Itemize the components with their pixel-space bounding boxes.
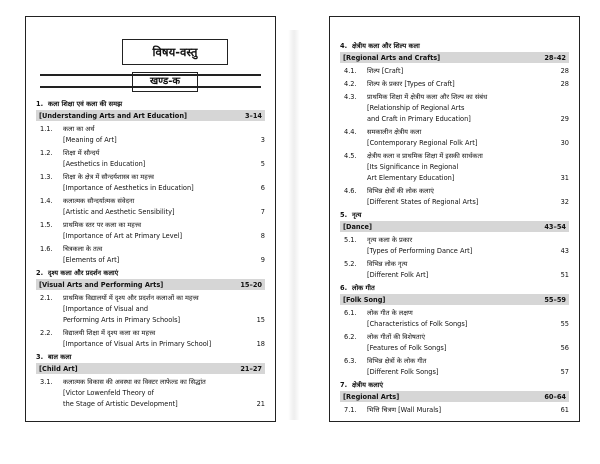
item-title-english: [Importance of Art at Primary Level] [63,232,183,240]
chapter-title-english [343,222,566,232]
item-title-english: [Aesthetics in Education] [63,160,146,168]
item-title-english: [Different Folk Songs] [367,368,439,376]
chapter-heading [36,99,265,109]
chapter-number: 6. [340,284,348,292]
chapter-title-hindi: क्षेत्रीय कला और शिल्प कला [352,42,420,50]
chapter-title-english [39,111,262,121]
item-title-english: [Characteristics of Folk Songs] [367,320,468,328]
item-number: 6.3. [344,357,357,365]
item-page: 31 [560,174,569,182]
toc-item-english [340,173,569,183]
item-page: 51 [560,271,569,279]
chapter-number: 2. [36,269,44,277]
chapter-page-range: 28–42 [544,54,566,62]
item-number: 1.1. [40,125,53,133]
toc-item [340,127,569,137]
chapter-english-title: [Folk Song] [343,296,386,304]
item-page: 29 [560,115,569,123]
item-number: 5.1. [344,236,357,244]
item-title-english: [Importance of Aesthetics in Education] [63,184,194,192]
item-number: 3.1. [40,378,53,386]
toc-item-english [340,343,569,353]
toc-item-english [340,319,569,329]
chapter-number: 5. [340,211,348,219]
toc-item-english [36,159,265,169]
right-page [329,16,580,422]
item-number: 2.1. [40,294,53,302]
item-title-hindi: विभिन्न क्षेत्रों की लोक कलाएं [367,187,434,195]
toc-item [36,244,265,254]
chapter-heading [36,268,265,278]
item-title-hindi: कला का अर्थ [63,125,95,133]
toc-item-english [36,231,265,241]
toc-item [340,405,569,415]
chapter-title-english [39,364,262,374]
toc-item-english [36,399,265,409]
chapter-number: 1. [36,100,44,108]
chapter-page-range: 15–20 [240,281,262,289]
chapter-number: 7. [340,381,348,389]
chapter-number: 3. [36,353,44,361]
toc-item-english [36,388,265,398]
contents-title: विषय-वस्तु [122,39,228,65]
item-title-hindi: शिक्षा में सौन्दर्य [63,149,100,157]
left-page [25,16,276,422]
item-page: 28 [560,67,569,75]
toc-item [36,196,265,206]
chapter-title-hindi: नृत्य [352,211,362,219]
chapter-title-hindi: दृश्य कला और प्रदर्शन कलाएं [48,269,119,277]
toc-item [36,328,265,338]
item-number: 4.6. [344,187,357,195]
item-title-hindi: भित्ति चित्रण [Wall Murals] [367,406,442,414]
item-title-english: [Relationship of Regional Arts [367,104,465,112]
toc-item [340,332,569,342]
chapter-title-hindi: बाल कला [48,353,72,361]
chapter-heading [340,41,569,51]
item-title-hindi: शिल्प [Craft] [367,67,404,75]
item-number: 4.5. [344,152,357,160]
item-page: 9 [260,256,265,264]
toc-item-english [340,114,569,124]
item-number: 1.4. [40,197,53,205]
item-page: 18 [256,340,265,348]
item-page: 55 [560,320,569,328]
chapter-title-hindi: क्षेत्रीय कलाएं [352,381,384,389]
chapter-english-title: [Visual Arts and Performing Arts] [39,281,164,289]
item-title-english: [Its Significance in Regional [367,163,459,171]
toc-item [340,308,569,318]
toc-item-english [36,339,265,349]
item-page: 28 [560,80,569,88]
item-title-english: [Features of Folk Songs] [367,344,447,352]
item-title-hindi: प्राथमिक विद्यालयों में दृश्य और प्रदर्शन कलाओं का महत्त्व [63,294,199,302]
item-page: 30 [560,139,569,147]
item-number: 5.2. [344,260,357,268]
toc-item [36,293,265,303]
toc-item-english [36,315,265,325]
item-title-hindi: नृत्य कला के प्रकार [367,236,413,244]
chapter-title-hindi: लोक गीत [352,284,375,292]
toc-item [340,92,569,102]
chapter-number: 4. [340,42,348,50]
item-page: 15 [256,316,265,324]
toc-item [36,172,265,182]
item-title-hindi: विद्यालयी शिक्षा में दृश्य कला का महत्त्व [63,329,156,337]
item-page: 6 [260,184,265,192]
chapter-english-title: [Dance] [343,223,373,231]
item-title-hindi: कलात्मक विकास की अवस्था का विक्टर लाफेल्ड का सिद्धांत [63,378,206,386]
item-title-english: [Artistic and Aesthetic Sensibility] [63,208,175,216]
toc-item-english [340,367,569,377]
item-number: 4.3. [344,93,357,101]
toc-item [340,186,569,196]
item-title-hindi: प्राथमिक शिक्षा में क्षेत्रीय कला और शिल्प का संबंध [367,93,488,101]
chapter-heading [340,283,569,293]
item-number: 1.3. [40,173,53,181]
item-number: 1.5. [40,221,53,229]
item-title-hindi: लोक गीत के लक्षण [367,309,413,317]
item-title-hindi: कलात्मक सौन्दर्यात्मक संवेदना [63,197,135,205]
item-page: 21 [256,400,265,408]
chapter-title-hindi: कला शिक्षा एवं कला की समझ [48,100,123,108]
chapter-heading [340,380,569,390]
chapter-title-english [39,280,262,290]
section-label: खण्ड-क [132,72,198,92]
item-title-hindi: प्राथमिक स्तर पर कला का महत्त्व [63,221,141,229]
toc-item-english [340,246,569,256]
toc-item-english [36,304,265,314]
toc-item [36,220,265,230]
item-title-english: [Different Folk Art] [367,271,429,279]
item-title-hindi: विभिन्न क्षेत्रों के लोक गीत [367,357,427,365]
item-title-english: [Importance of Visual and [63,305,149,313]
toc-item-english [340,197,569,207]
toc-item-english [340,270,569,280]
toc-item [36,148,265,158]
item-title-english: [Elements of Art] [63,256,120,264]
toc-item [340,356,569,366]
toc-item [36,124,265,134]
chapter-page-range: 55–59 [544,296,566,304]
toc-item [340,79,569,89]
chapter-page-range: 60–64 [544,393,566,401]
item-title-hindi: लोक गीतों की विशेषताएं [367,333,425,341]
item-title-english: [Types of Performing Dance Art] [367,247,473,255]
toc-item-english [36,135,265,145]
item-title-hindi: चित्रकला के तत्व [63,245,103,253]
chapter-page-range: 43–54 [544,223,566,231]
toc-item-english [340,162,569,172]
item-page: 3 [260,136,265,144]
toc-item-english [340,138,569,148]
chapter-page-range: 3–14 [244,112,262,120]
item-number: 7.1. [344,406,357,414]
toc-item-english [36,183,265,193]
chapter-english-title: [Child Art] [39,365,78,373]
item-title-hindi: विभिन्न लोक नृत्य [367,260,408,268]
item-title-hindi: समकालीन क्षेत्रीय कला [367,128,422,136]
item-number: 4.1. [344,67,357,75]
toc-item-english [340,103,569,113]
item-page: 8 [260,232,265,240]
toc-item-english [36,255,265,265]
item-page: 32 [560,198,569,206]
item-page: 7 [260,208,265,216]
toc-item [340,235,569,245]
item-page: 5 [260,160,265,168]
chapter-english-title: [Understanding Arts and Art Education] [39,112,188,120]
item-number: 1.2. [40,149,53,157]
toc-item [340,66,569,76]
chapter-english-title: [Regional Arts] [343,393,400,401]
item-title-english: [Importance of Visual Arts in Primary School] [63,340,212,348]
chapter-page-range: 21–27 [240,365,262,373]
item-title-english: [Different States of Regional Arts] [367,198,479,206]
item-page: 61 [560,406,569,414]
toc-item-english [36,207,265,217]
item-page: 56 [560,344,569,352]
item-title-hindi: शिल्प के प्रकार [Types of Craft] [367,80,455,88]
item-number: 4.4. [344,128,357,136]
item-title-english-cont: Art Elementary Education] [367,174,455,182]
item-title-english: [Victor Lowenfeld Theory of [63,389,154,397]
item-page: 57 [560,368,569,376]
chapter-heading [340,210,569,220]
chapter-title-english [343,392,566,402]
item-title-english-cont: and Craft in Primary Education] [367,115,471,123]
toc-item [340,259,569,269]
toc-item [36,377,265,387]
chapter-title-english [343,53,566,63]
item-title-hindi: क्षेत्रीय कला व प्राथमिक शिक्षा में इसकी सार्थकता [367,152,483,160]
item-number: 6.2. [344,333,357,341]
item-page: 43 [560,247,569,255]
chapter-title-english [343,295,566,305]
item-number: 2.2. [40,329,53,337]
chapter-english-title: [Regional Arts and Crafts] [343,54,441,62]
item-title-english-cont: the Stage of Artistic Development] [63,400,178,408]
item-title-english: [Meaning of Art] [63,136,117,144]
item-number: 4.2. [344,80,357,88]
chapter-heading [36,352,265,362]
page-spine [288,30,300,420]
item-title-english-cont: Performing Arts in Primary Schools] [63,316,181,324]
item-number: 1.6. [40,245,53,253]
toc-item [340,151,569,161]
item-title-hindi: शिक्षा के क्षेत्र में सौन्दर्यशास्त्र का महत्त्व [63,173,154,181]
item-number: 6.1. [344,309,357,317]
item-title-english: [Contemporary Regional Folk Art] [367,139,478,147]
